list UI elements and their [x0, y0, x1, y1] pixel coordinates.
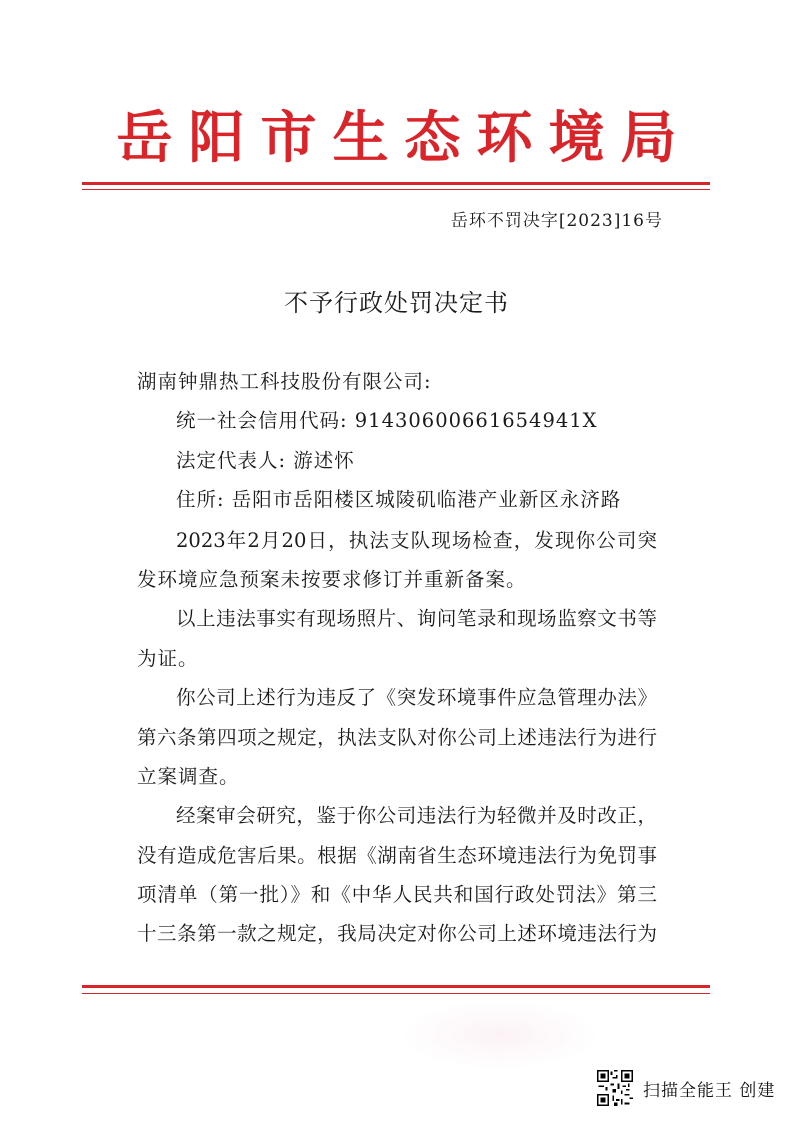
header-rule-thin	[82, 189, 710, 190]
footer-rule-thin	[82, 993, 710, 994]
legal-rep-line: 法定代表人: 游述怀	[176, 449, 355, 472]
faint-stamp-shadow	[400, 1000, 600, 1070]
footer-rule-thick	[82, 985, 710, 988]
body-line: 为证。	[137, 647, 199, 670]
qr-code-icon	[597, 1070, 633, 1106]
body-line: 立案调查。	[137, 765, 240, 788]
body-line: 2023年2月20日，执法支队现场检查，发现你公司突	[176, 529, 657, 552]
scanner-credit-text: 扫描全能王 创建	[643, 1080, 776, 1101]
header-rule-thick	[82, 182, 710, 185]
body-line: 没有造成危害后果。根据《湖南省生态环境违法行为免罚事	[137, 844, 657, 867]
credit-code-line: 统一社会信用代码: 91430600661654941X	[176, 409, 598, 432]
body-line: 十三条第一款之规定，我局决定对你公司上述环境违法行为	[137, 922, 657, 945]
document-heading: 不予行政处罚决定书	[284, 289, 509, 317]
body-line: 项清单（第一批）》和《中华人民共和国行政处罚法》第三	[137, 883, 657, 906]
scanner-watermark	[597, 1070, 775, 1106]
body-line: 以上违法事实有现场照片、询问笔录和现场监察文书等	[176, 607, 657, 630]
body-line: 发环境应急预案未按要求修订并重新备案。	[137, 568, 527, 591]
body-line: 第六条第四项之规定，执法支队对你公司上述违法行为进行	[137, 726, 657, 749]
document-number: 岳环不罚决字[2023]16号	[450, 211, 663, 231]
body-line: 你公司上述行为违反了《突发环境事件应急管理办法》	[176, 686, 657, 709]
body-line: 经案审会研究，鉴于你公司违法行为轻微并及时改正，	[176, 804, 657, 827]
addressee-line: 湖南钟鼎热工科技股份有限公司:	[137, 370, 432, 393]
agency-title: 岳阳市生态环境局	[116, 105, 693, 171]
address-line: 住所: 岳阳市岳阳楼区城陵矶临港产业新区永济路	[176, 488, 622, 511]
